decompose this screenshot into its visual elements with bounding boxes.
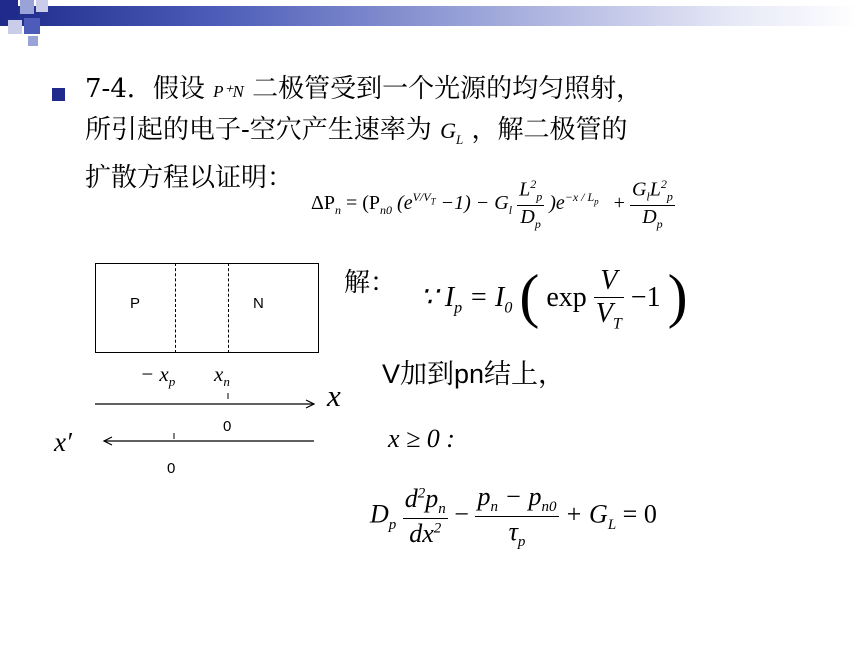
p-region-label: P: [130, 295, 141, 312]
target-equation: [311, 177, 675, 232]
eq2-frac-den-sub: T: [612, 315, 622, 333]
eq1-frac2-den: D: [642, 205, 657, 228]
region-condition: x ≥ 0 :: [388, 424, 455, 453]
eq2-left-paren: (: [519, 263, 540, 329]
rate-symbol: G: [440, 118, 456, 143]
header-square-1: [0, 0, 18, 18]
eq1-fraction-2: [630, 177, 675, 232]
eq1-frac1-num-sub: p: [536, 189, 543, 204]
axes-svg: [90, 388, 322, 448]
eq4-recombination-term: [475, 482, 558, 551]
applied-voltage-text: V加到pn结上，: [382, 359, 566, 389]
problem-line2-prefix: 所引起的电子-空穴产生速率为: [85, 115, 432, 145]
header-gradient-bar: [0, 6, 860, 26]
eq4-frac-num-sub: n: [490, 499, 498, 516]
eq4-equals-zero: = 0: [622, 499, 657, 529]
header-square-2: [20, 0, 34, 14]
depletion-edge-right: [228, 263, 229, 353]
problem-line2-suffix: ，解二极管的: [471, 115, 628, 145]
eq4-frac-num: p: [477, 482, 491, 511]
eq1-exp-open: (e: [397, 191, 413, 214]
eq4-minus: −: [454, 499, 469, 529]
eq1-g-sub: l: [508, 202, 513, 217]
eq4-frac-num-sub2: n0: [541, 499, 557, 516]
eq4-d2-den-sup: 2: [433, 520, 442, 537]
eq2-fraction: [594, 265, 624, 334]
eq2-minus-one: −1: [630, 282, 661, 313]
eq1-plus: +: [613, 191, 625, 214]
eq1-exp-sup: V/V: [412, 190, 431, 205]
eq4-pn-sub: n: [438, 501, 446, 518]
pn-junction-box: [95, 263, 319, 353]
problem-line-2: [85, 111, 805, 159]
xn-sub: n: [223, 374, 230, 390]
eq1-frac2-num-sub: l: [646, 189, 650, 204]
eq2-frac-num: V: [594, 265, 624, 298]
x-axis-label: x: [327, 378, 341, 413]
eq1-frac1-num: L: [519, 178, 531, 201]
problem-line1-prefix: 7-4．假设: [85, 74, 205, 104]
neg-xp-text: − x: [140, 362, 169, 386]
eq1-pn0-sub: n0: [380, 202, 393, 217]
problem-line-1: [85, 70, 805, 111]
eq2-right-paren: ): [667, 263, 688, 329]
eq2-frac-den: V: [595, 298, 613, 330]
eq1-mid-sup-sub: p: [594, 196, 599, 207]
x-prime-zero-label: 0: [167, 460, 176, 477]
depletion-edge-left: [175, 263, 176, 353]
problem-line1-suffix: 二极管受到一个光源的均匀照射，: [252, 74, 643, 104]
header-square-5: [24, 18, 40, 34]
eq2-ip-sub: p: [454, 299, 463, 317]
neg-xp-sub: p: [168, 374, 176, 390]
eq1-exp-sup-sub: T: [430, 196, 436, 207]
eq4-g-sub: L: [607, 516, 617, 533]
eq2-exp: exp: [546, 282, 587, 313]
n-region-label: N: [253, 295, 264, 312]
eq1-frac1-num-sup: 2: [530, 177, 537, 191]
header-square-3: [36, 0, 48, 12]
eq4-tau-sub: p: [517, 534, 526, 551]
eq2-i0-sub: 0: [504, 299, 513, 317]
eq4-plus-g: + G: [565, 499, 608, 529]
eq1-mid-sup: −x / L: [564, 190, 595, 205]
eq1-lhs: ΔP: [311, 191, 335, 214]
eq4-pn: p: [425, 484, 439, 514]
eq1-text: = (P: [345, 191, 381, 214]
eq4-d2-num: d: [404, 484, 418, 514]
xn-text: x: [214, 362, 224, 386]
eq1-fraction-1: [517, 177, 544, 232]
xn-label: [214, 362, 230, 390]
device-symbol: P⁺N: [213, 82, 244, 101]
eq1-frac2-num2: L: [649, 178, 661, 201]
eq4-frac-num-mid: − p: [497, 482, 542, 511]
solution-label: 解：: [344, 268, 397, 298]
eq2-eq: = I: [469, 282, 505, 313]
eq4-d-coef: D: [370, 499, 389, 529]
eq2-because: ∵ I: [420, 282, 455, 313]
eq1-frac2-num: G: [631, 178, 647, 201]
x-axis-zero-label: 0: [223, 418, 232, 435]
neg-xp-label: [140, 362, 175, 390]
eq4-d2-num-sup: 2: [417, 485, 426, 502]
current-equation: [420, 262, 688, 334]
bullet-icon: [52, 88, 65, 101]
eq1-frac2-num2-sup: 2: [660, 177, 667, 191]
eq4-d-sub: p: [388, 516, 397, 533]
eq4-second-derivative: [403, 484, 448, 549]
eq1-exp-close: −1) − G: [440, 191, 509, 214]
header-square-6: [28, 36, 38, 46]
diffusion-equation: [370, 482, 657, 551]
eq4-d2-den: dx: [409, 519, 434, 549]
eq1-frac2-num2-sub: p: [666, 189, 673, 204]
eq1-frac2-den-sub: p: [656, 216, 663, 231]
eq1-mid: )e: [549, 191, 565, 214]
header-square-4: [8, 20, 22, 34]
eq4-tau: τ: [508, 517, 518, 547]
x-prime-axis-label: x′: [54, 427, 72, 457]
eq1-frac1-den: D: [520, 205, 535, 228]
eq1-frac1-den-sub: p: [534, 216, 541, 231]
eq1-lhs-sub: n: [334, 202, 341, 217]
rate-subscript: L: [455, 132, 464, 148]
problem-line-3: 扩散方程以证明：: [85, 163, 294, 194]
